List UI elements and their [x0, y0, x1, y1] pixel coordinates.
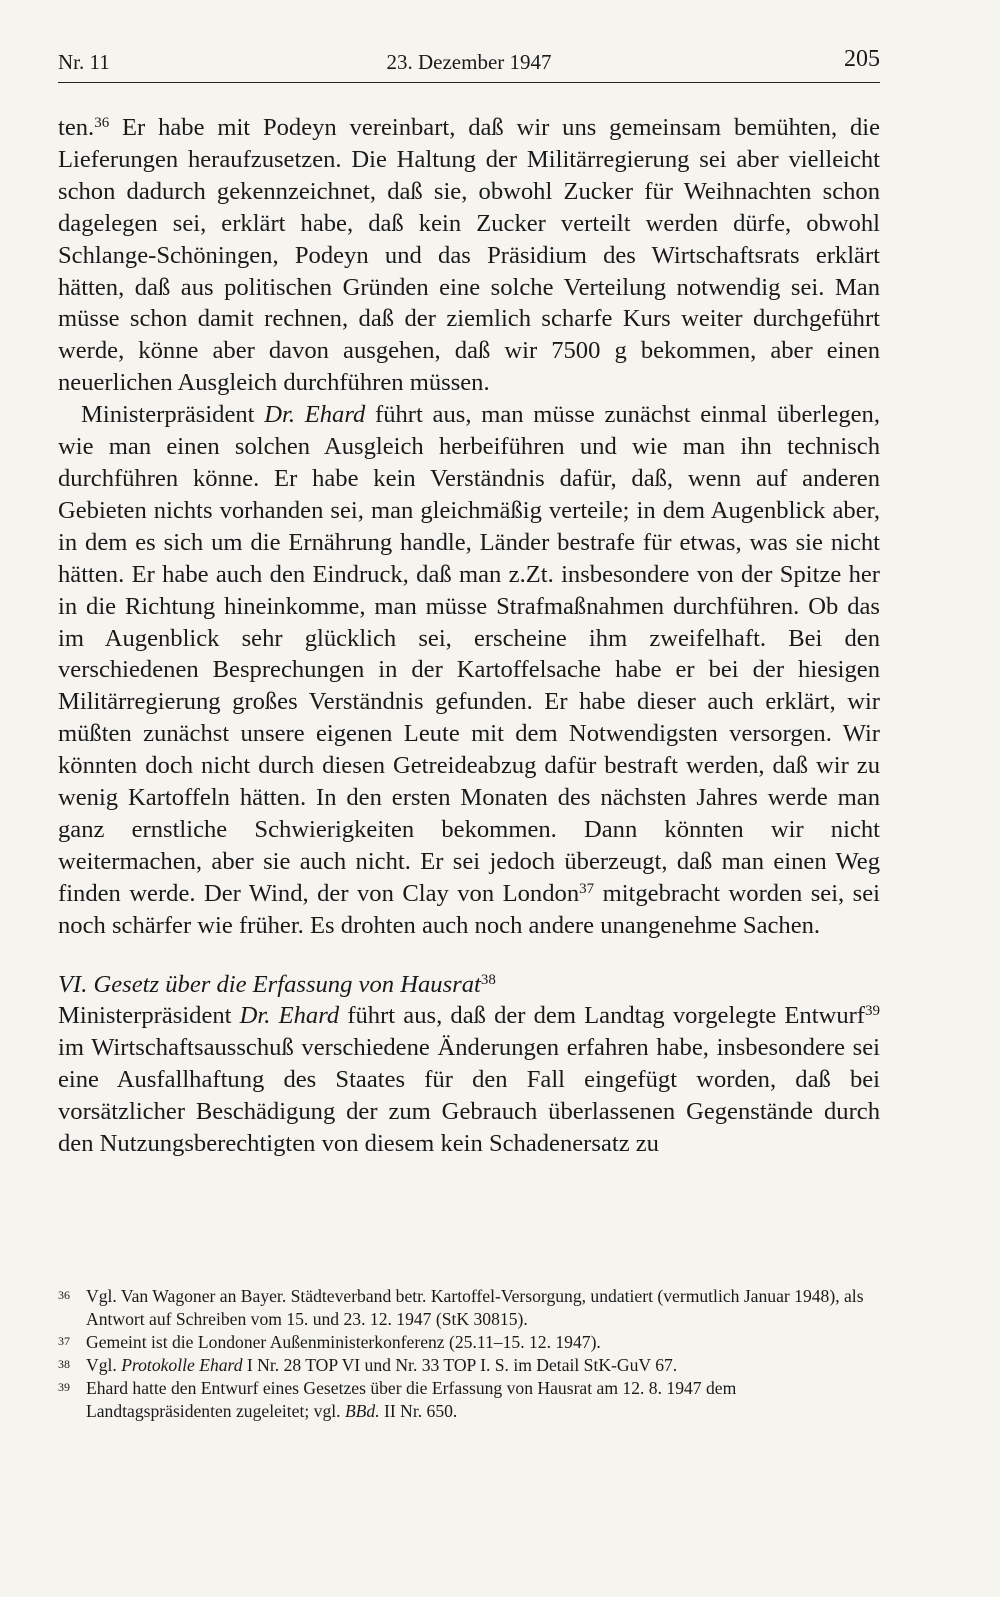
section-heading: VI. Gesetz über die Erfassung von Hausrat$^{38}$	[58, 970, 496, 998]
footnote-number: 39	[58, 1380, 70, 1394]
paragraph: ten.$^{36}$ Er habe mit Podeyn vereinbart, daß wir uns gemeinsam bemühten, die Lieferungen heraufzusetzen. Die Haltung der Militärregierung sei aber vielleicht schon dadurch gekennzeichnet, daß sie, obwohl Zucker für Weihnachten schon dagelegen sei, erklärt habe, daß kein Zucker verteilt werden dürfe, obwohl Schlange-Schöningen, Podeyn und das Präsidium des Wirtschaftsrats erklärt hätten, daß aus politischen Gründen eine solche Verteilung notwendig sei. Man müsse schon damit rechnen, daß der ziemlich scharfe Kurs weiter durchgeführt werde, könne aber davon ausgehen, daß wir 7500 g bekommen, aber einen neuerlichen Ausgleich durchführen müssen.	[58, 114, 880, 397]
footnote: 36 Vgl. Van Wagoner an Bayer. Städteverband betr. Kartoffel-Versorgung, undatiert (vermutlich Januar 1948), als Antwort auf Schreiben vom 15. und 23. 12. 1947 (StK 30815).	[58, 1286, 864, 1329]
footnote-number: 36	[58, 1288, 70, 1302]
paragraph: Ministerpräsident Dr. Ehard führt aus, man müsse zunächst einmal überlegen, wie man einen solchen Ausgleich herbeiführen und wie man ihn technisch durchführen könne. Er habe kein Verständnis dafür, daß, wenn auf anderen Gebieten nichts vorhanden sei, man gleichmäßig verteile; in dem Augenblick aber, in dem es sich um die Ernährung handle, Länder bestrafe für etwas, was sie nicht hätten. Er habe auch den Eindruck, daß man z.Zt. insbesondere von der Spitze her in die Richtung hineinkomme, man müsse Strafmaßnahmen durchführen. Ob das im Augenblick sehr glücklich sei, erscheine ihm zweifelhaft. Bei den verschiedenen Besprechungen in der Kartoffelsache habe er bei der hiesigen Militärregierung großes Verständnis gefunden. Er habe dieser auch erklärt, wir müßten zunächst unsere eigenen Leute mit dem Notwendigsten versorgen. Wir könnten doch nicht durch diesen Getreideabzug dafür bestraft werden, daß wir zu wenig Kartoffeln hätten. In den ersten Monaten des nächsten Jahres werde man ganz ernstliche Schwierigkeiten bekommen. Dann könnten wir nicht weitermachen, aber sie auch nicht. Er sei jedoch überzeugt, daß man einen Weg finden werde. Der Wind, der von Clay von London$^{37}$ mitgebracht worden sei, sei noch schärfer wie früher. Es drohten auch noch andere unangenehme Sachen.	[58, 401, 880, 939]
footnote: 37 Gemeint ist die Londoner Außenministerkonferenz (25.11–15. 12. 1947).	[58, 1332, 601, 1352]
footnote: 39 Ehard hatte den Entwurf eines Gesetzes über die Erfassung von Hausrat am 12. 8. 1947 dem Landtagspräsidenten zugeleitet; vgl. BBd. II Nr. 650.	[58, 1378, 737, 1421]
footnote-ref[interactable]: 38	[480, 971, 496, 988]
footnote: 38 Vgl. Protokolle Ehard I Nr. 28 TOP VI und Nr. 33 TOP I. S. im Detail StK-GuV 67.	[58, 1355, 678, 1375]
main-text	[58, 112, 880, 1160]
header-date: 23. Dezember 1947	[386, 50, 552, 74]
footnote-ref[interactable]: 37	[579, 880, 595, 897]
speaker-name: Dr. Ehard	[264, 401, 366, 429]
footnote-ref[interactable]: 36	[94, 114, 110, 131]
running-header	[58, 46, 880, 83]
page-number: 205	[844, 46, 880, 72]
footnotes	[58, 1285, 880, 1423]
footnote-number: 37	[58, 1334, 70, 1348]
footnote-number: 38	[58, 1357, 70, 1371]
footnote-ref[interactable]: 39	[865, 1003, 880, 1020]
paragraph: Ministerpräsident Dr. Ehard führt aus, daß der dem Landtag vorgelegte Entwurf$^{39}$ im Wirtschaftsausschuß verschiedene Änderungen erfahren habe, insbesondere sei eine Ausfallhaftung des Staates für den Fall eingefügt worden, daß bei vorsätzlicher Beschädigung der zum Gebrauch überlassenen Gegenstände durch den Nutzungsberechtigten von diesem kein Schadenersatz zu	[58, 1002, 880, 1158]
speaker-name: Dr. Ehard	[239, 1002, 340, 1030]
issue-number: Nr. 11	[58, 50, 110, 74]
